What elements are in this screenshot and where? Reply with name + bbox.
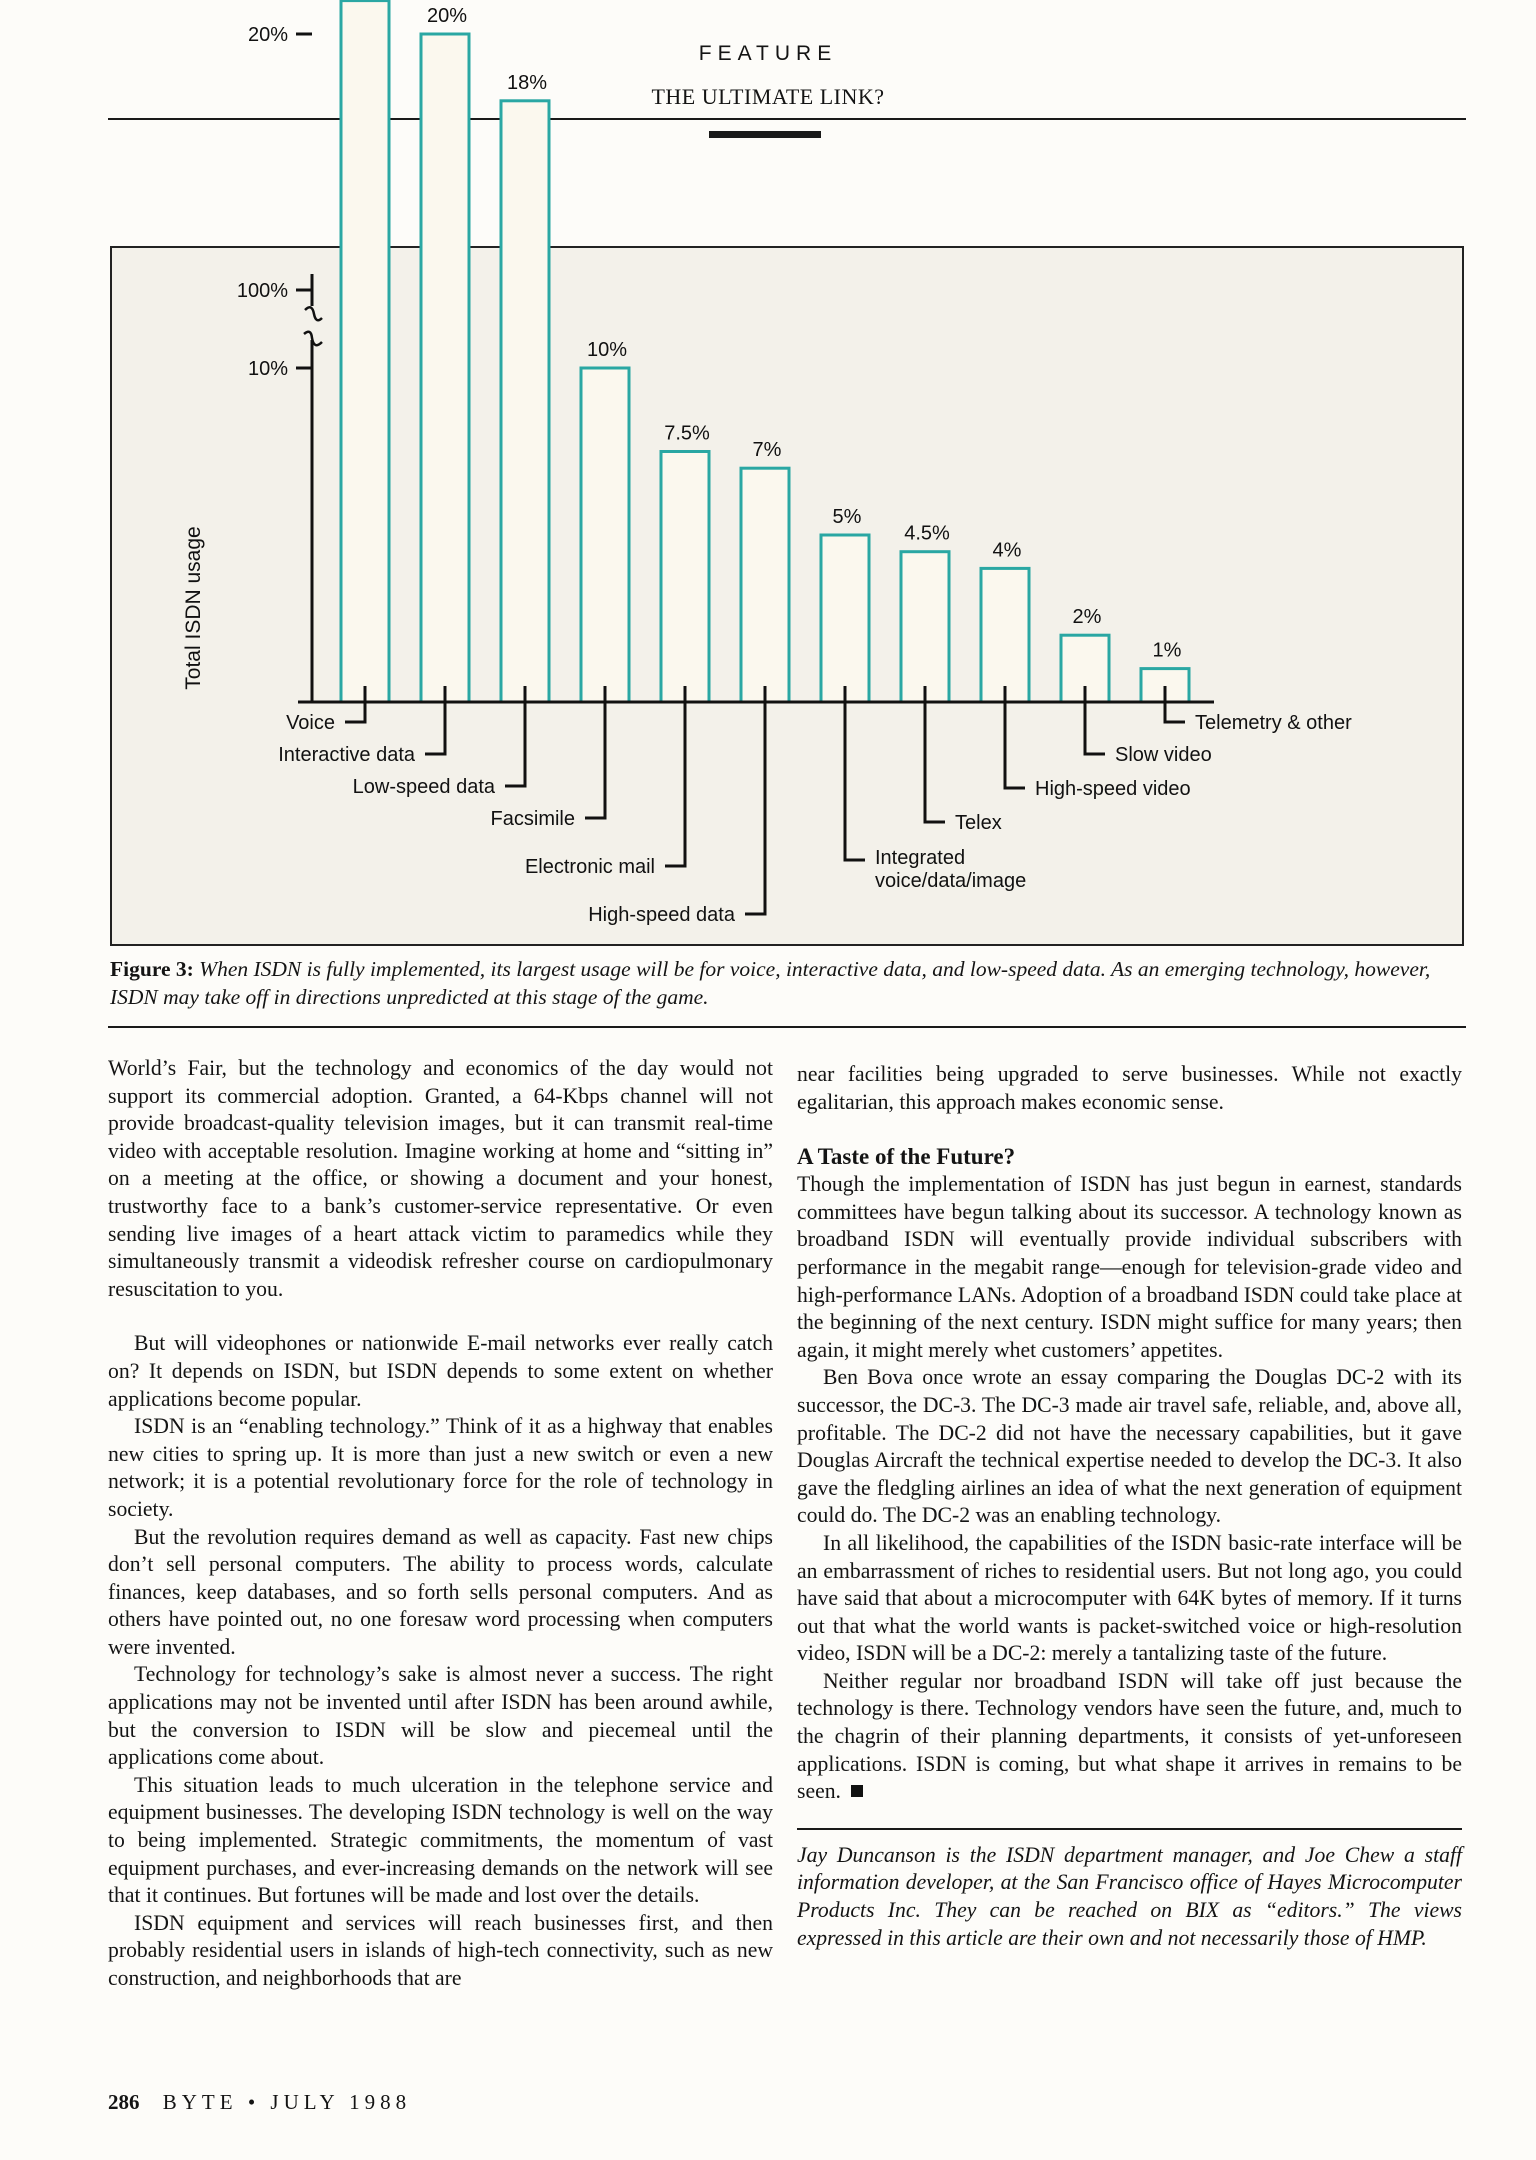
paragraph: Ben Bova once wrote an essay comparing the Douglas DC-2 with its successor, the DC-3. The DC-3 made air travel safe, reliable, and, above all, profitable. The DC-2 did not have the necessary capabilities, but it gave Douglas Aircraft the technical expertise needed to develop the DC-3. It also gave the fledgling airlines an idea of what the next generation of equipment could do. The DC-2 was an enabling technology. [797,1365,1462,1528]
y-tick-label: 10% [247,358,288,380]
y-tick-label: 20% [247,24,288,46]
figure-caption-text: When ISDN is fully implemented, its largest usage will be for voice, interactive data, and low-speed data. As an emerging technology, however, ISDN may take off in directions unpredicted at this stage of the game. [110,957,1431,1009]
author-bio: Jay Duncanson is the ISDN department manager, and Joe Chew a staff information developer, at the San Francisco office of Hayes Microcomputer Products Inc. They can be reached on BIX as “editors.” The views expressed in this article are their own and not necessarily those of HMP. [797,1842,1462,1950]
bar-value-label: 7% [752,439,782,462]
figure-label: Figure 3: [110,957,194,981]
bar-value-label: 2% [1072,606,1102,629]
bar-value-label: 4% [992,539,1022,562]
y-tick-label: 100% [236,280,288,302]
paragraph: ISDN is an “enabling technology.” Think of it as a highway that enables new cities to spring up. It is more than just a new switch or even a new network; it is a potential revolutionary force for the role of technology in society. [108,1414,773,1521]
bar [981,568,1029,702]
bar-value-label: 5% [832,506,862,528]
paragraph: But will videophones or nationwide E-mail networks ever really catch on? It depends on ISDN, but ISDN depends to some extent on whether applications become popular. [108,1331,773,1411]
category-label: Integrated [875,847,966,869]
bar-value-label: 7.5% [664,422,710,445]
bar [501,101,549,702]
figure-caption [110,955,1462,1011]
category-label: High-speed data [588,904,735,926]
bar [901,552,949,702]
bar-value-label: 18% [506,71,548,94]
paragraph: Technology for technology’s sake is almost never a success. The right applications may not be invented until after ISDN has been around awhile, but the conversion to ISDN will be slow and piecemeal until the applications come about. [108,1662,773,1770]
paragraph-final [797,1668,1462,1806]
bar-value-label: 1% [1152,639,1182,662]
paragraph: ISDN equipment and services will reach businesses first, and then probably residential users in islands of high-tech connectivity, such as new construction, and neighborhoods that are [108,1910,773,1990]
bar-value-label: 20% [426,5,468,27]
category-label: Telemetry & other [1195,712,1352,734]
bio-rule [797,1828,1462,1830]
bar [341,1,389,702]
category-label: Telex [955,812,1002,834]
end-of-article-mark-icon [851,1785,863,1797]
category-label: Electronic mail [524,856,655,878]
paragraph: Though the implementation of ISDN has just begun in earnest, standards committees have begun talking about its successor. A technology known as broadband ISDN will eventually provide individual subscribers with performance in the megabit range—enough for television-grade video and high-performance LANs. Adoption of a broadband ISDN could take place at the beginning of the next century. ISDN might suffice for many years; then again, it might merely whet customers’ appetites. [797,1172,1462,1362]
section-heading: A Taste of the Future? [797,1144,1016,1170]
header-accent-bar [709,131,821,138]
bar [821,535,869,702]
category-label: Facsimile [490,808,575,830]
bar [581,368,629,702]
category-label: Voice [286,712,335,734]
category-label-line2: voice/data/image [875,870,1027,892]
paragraph: World’s Fair, but the technology and economics of the day would not support its commercial adoption. Granted, a 64-Kbps channel will not provide broadcast-quality television images, but it can transmit real-time video with acceptable resolution. Imagine working at home and “sitting in” on a meeting at the office, or showing a document and your honest, trustworthy face to a bank’s customer-service representative. Or even sending live images of a heart attack victim to paramedics while they simultaneously transmit a videodisk refresher course on cardiopulmonary resuscitation to you. [108,1056,773,1301]
article-column-left [108,1055,773,1993]
y-axis-label: Total ISDN usage [182,526,205,690]
magazine-issue: BYTE • JULY 1988 [162,2090,412,2114]
paragraph: near facilities being upgraded to serve businesses. While not exactly egalitarian, this approach makes economic sense. [797,1062,1462,1114]
category-label: Slow video [1115,744,1212,766]
paragraph-text: Neither regular nor broadband ISDN will take off just because the technology is there. Technology vendors have seen the future, and, much to the chagrin of their planning departments, it consists of yet-unforeseen applications. ISDN is coming, but what shape it arrives in remains to be seen. [797,1668,1462,1804]
category-label: Low-speed data [352,776,495,798]
bar [421,34,469,702]
paragraph: But the revolution requires demand as well as capacity. Fast new chips don’t sell personal computers. The ability to process words, calculate finances, keep databases, and so forth sells personal computers. And as others have pointed out, no one foresaw word processing when computers were invented. [108,1524,773,1659]
paragraph: This situation leads to much ulceration in the telephone service and equipment businesses. The developing ISDN technology is well on the way to being implemented. Strategic commitments, the momentum of vast equipment purchases, and ever-increasing demands on the network will see that it continues. But fortunes will be made and lost over the details. [108,1772,773,1908]
header-rule [108,118,1466,120]
bar-value-label: 4.5% [904,522,950,545]
bar-value-label: 10% [586,339,628,361]
article-column-right [797,1061,1462,1952]
paragraph: In all likelihood, the capabilities of the ISDN basic-rate interface will be an embarrassment of riches to residential users. But not long ago, you could have said that about a microcomputer with 64K bytes of memory. If it turns out that what the world wants is packet-switched voice or high-resolution video, ISDN will be a DC-2: merely a tantalizing taste of the future. [797,1530,1462,1666]
page-footer [108,2090,411,2115]
running-title: THE ULTIMATE LINK? [651,84,885,109]
page-number: 286 [108,2090,140,2114]
bar [741,468,789,702]
caption-rule [108,1026,1466,1028]
category-label: Interactive data [278,744,415,766]
category-label: High-speed video [1035,778,1191,800]
section-kicker: FEATURE [698,42,838,65]
bar [661,452,709,703]
